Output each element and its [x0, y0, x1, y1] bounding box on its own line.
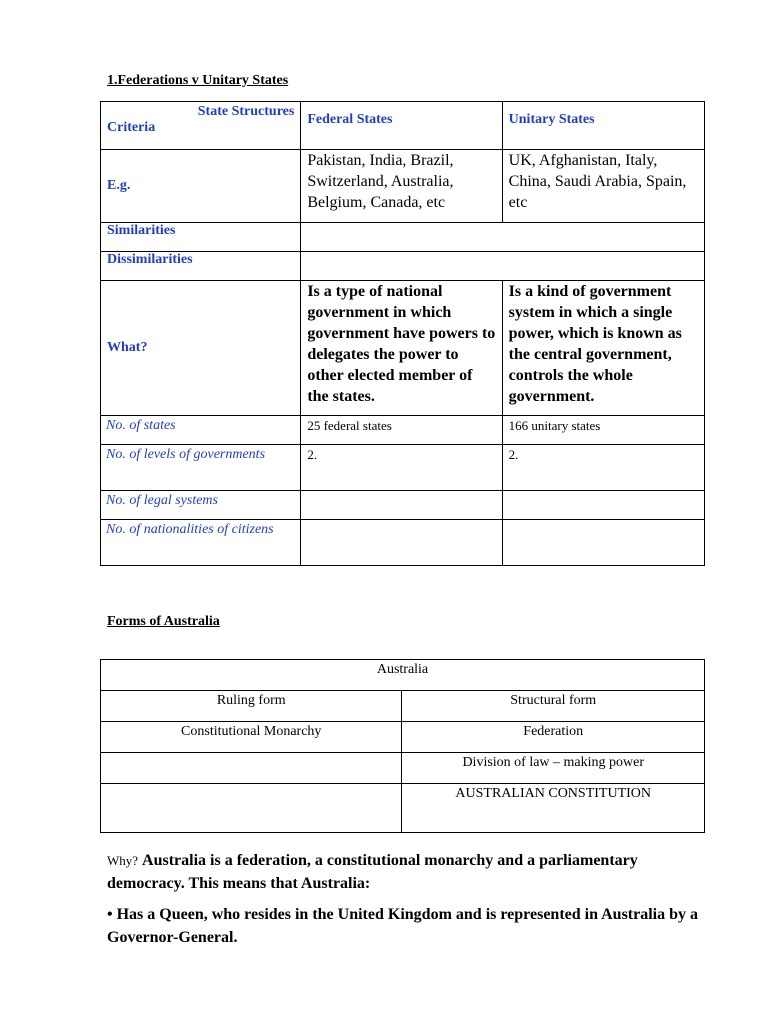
eg-label: E.g.: [101, 150, 301, 223]
table-row: [101, 784, 705, 833]
australian-constitution-cell: AUSTRALIAN CONSTITUTION: [402, 784, 705, 833]
levels-unitary: 2.: [502, 445, 704, 491]
num-states-unitary: 166 unitary states: [502, 416, 704, 445]
table-row: [101, 102, 705, 150]
table-row: [101, 223, 705, 252]
table-row: [101, 660, 705, 691]
what-federal: Is a type of national government in which government have powers to delegates the power to other elected member of the states.: [301, 281, 502, 416]
australia-forms-table: [100, 659, 705, 833]
legal-systems-unitary: [502, 491, 704, 520]
table-row: [101, 722, 705, 753]
eg-federal: Pakistan, India, Brazil, Switzerland, Australia, Belgium, Canada, etc: [301, 150, 502, 223]
why-paragraph: [107, 849, 707, 895]
why-label: Why?: [107, 853, 139, 868]
table-row: [101, 491, 705, 520]
empty-cell: [101, 784, 402, 833]
eg-unitary: UK, Afghanistan, Italy, China, Saudi Arabia, Spain, etc: [502, 150, 704, 223]
unitary-header: Unitary States: [502, 102, 704, 150]
ruling-form-header: Ruling form: [101, 691, 402, 722]
division-of-law-cell: Division of law – making power: [402, 753, 705, 784]
criteria-header-cell: [101, 102, 301, 150]
state-structures-label: State Structures: [197, 104, 295, 119]
dissimilarities-label: Dissimilarities: [101, 252, 301, 281]
nationalities-label: No. of nationalities of citizens: [101, 520, 301, 566]
num-states-federal: 25 federal states: [301, 416, 502, 445]
table-row: [101, 445, 705, 491]
levels-label: No. of levels of governments: [101, 445, 301, 491]
dissimilarities-value: [301, 252, 705, 281]
federation-cell: Federation: [402, 722, 705, 753]
table-row: [101, 281, 705, 416]
what-unitary: Is a kind of government system in which a single power, which is known as the central government, controls the whole government.: [502, 281, 704, 416]
empty-cell: [101, 753, 402, 784]
australia-head: Australia: [101, 660, 705, 691]
table-row: [101, 691, 705, 722]
legal-systems-federal: [301, 491, 502, 520]
nationalities-federal: [301, 520, 502, 566]
table-row: [101, 520, 705, 566]
why-text: Australia is a federation, a constitutional monarchy and a parliamentary democracy. This means that Australia:: [107, 852, 638, 892]
criteria-label: Criteria: [107, 120, 156, 135]
table-row: [101, 150, 705, 223]
table-row: [101, 753, 705, 784]
num-states-label: No. of states: [101, 416, 301, 445]
levels-federal: 2.: [301, 445, 502, 491]
legal-systems-label: No. of legal systems: [101, 491, 301, 520]
similarities-label: Similarities: [101, 223, 301, 252]
structural-form-header: Structural form: [402, 691, 705, 722]
nationalities-unitary: [502, 520, 704, 566]
federal-header: Federal States: [301, 102, 502, 150]
what-label: What?: [101, 281, 301, 416]
table-row: [101, 416, 705, 445]
table-row: [101, 252, 705, 281]
constitutional-monarchy-cell: Constitutional Monarchy: [101, 722, 402, 753]
section-title-forms-of-australia: Forms of Australia: [107, 614, 220, 629]
federations-table: [100, 101, 705, 566]
similarities-value: [301, 223, 705, 252]
section-title-federations: 1.Federations v Unitary States: [107, 73, 289, 88]
bullet-paragraph: • Has a Queen, who resides in the United Kingdom and is represented in Australia by a Governor-General.: [107, 906, 699, 946]
